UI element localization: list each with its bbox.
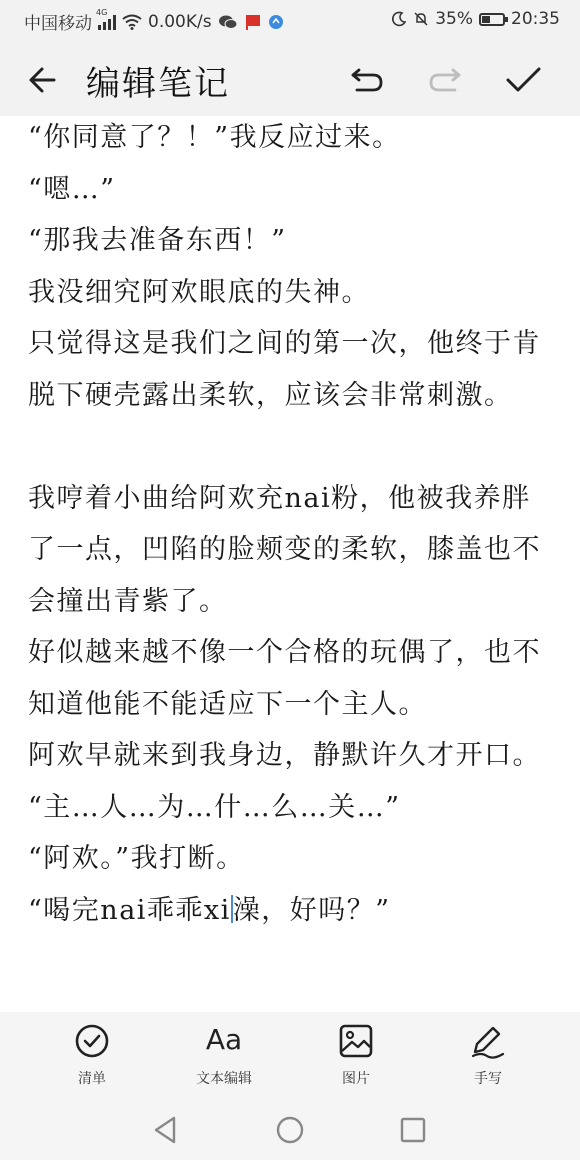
note-line[interactable]: “那我去准备东西！” (28, 225, 287, 256)
note-line[interactable]: 我没细究阿欢眼底的失神。 (28, 276, 370, 308)
note-line[interactable]: 我哼着小曲给阿欢充nai粉，他被我养胖了一点，凹陷的脸颊变的柔软，膝盖也不会撞出青紫了。 (28, 482, 541, 617)
carrier-name: 中国移动 (24, 14, 92, 34)
wechat-icon (218, 14, 238, 30)
status-bar (0, 0, 580, 40)
network-type: 4G (96, 7, 108, 17)
note-editor[interactable] (28, 112, 558, 1012)
redo-icon[interactable] (425, 60, 465, 100)
notification-flag-icon (244, 14, 262, 30)
clock: 20:35 (511, 9, 560, 29)
text-edit-button[interactable] (169, 1022, 279, 1098)
note-line-with-cursor[interactable] (28, 885, 558, 937)
bottom-toolbar (0, 1012, 580, 1100)
battery-icon (479, 13, 505, 26)
note-line[interactable]: 阿欢早就来到我身边，静默许久才开口。 (28, 740, 541, 771)
checklist-button[interactable] (37, 1022, 147, 1098)
signal-icon (96, 7, 116, 30)
note-line[interactable]: 好似越来越不像一个合格的玩偶了，也不知道他能不能适应下一个主人。 (28, 637, 541, 720)
note-line[interactable]: 只觉得这是我们之间的第一次，他终于肯脱下硬壳露出柔软，应该会非常刺激。 (28, 328, 541, 411)
mute-bell-icon (413, 11, 429, 27)
navigation-bar (0, 1100, 580, 1160)
app-notification-icon (268, 14, 284, 30)
note-line[interactable]: “阿欢。”我打断。 (28, 843, 245, 874)
nav-back-icon[interactable] (148, 1112, 184, 1148)
nav-home-icon[interactable] (272, 1112, 308, 1148)
checklist-label: 清单 (78, 1071, 106, 1087)
image-button[interactable] (301, 1022, 411, 1098)
handwriting-button[interactable] (433, 1022, 543, 1098)
text-after-cursor: 澡，好吗？” (232, 894, 391, 926)
checklist-icon (73, 1022, 111, 1060)
note-line[interactable]: “嗯…” (28, 173, 116, 205)
nav-recents-icon[interactable] (395, 1112, 431, 1148)
image-icon (337, 1022, 375, 1060)
image-label: 图片 (342, 1071, 370, 1087)
text-edit-label: 文本编辑 (196, 1071, 252, 1087)
app-bar (0, 40, 580, 116)
note-line[interactable] (28, 421, 558, 473)
text-format-icon: Aa (205, 1023, 243, 1056)
wifi-icon (122, 14, 142, 30)
text-before-cursor: “喝完nai乖乖xi (28, 894, 231, 926)
page-title: 编辑笔记 (86, 64, 230, 104)
do-not-disturb-icon (391, 11, 407, 27)
back-arrow-icon[interactable] (24, 60, 64, 100)
handwriting-label: 手写 (474, 1071, 502, 1087)
pen-icon (469, 1022, 507, 1060)
check-icon[interactable] (503, 60, 543, 100)
note-line[interactable]: “你同意了？！”我反应过来。 (28, 122, 401, 153)
network-speed: 0.00K/s (148, 11, 212, 32)
battery-percent: 35% (435, 9, 473, 29)
undo-icon[interactable] (347, 60, 387, 100)
note-line[interactable]: “主…人…为…什…么…关…” (28, 791, 401, 823)
